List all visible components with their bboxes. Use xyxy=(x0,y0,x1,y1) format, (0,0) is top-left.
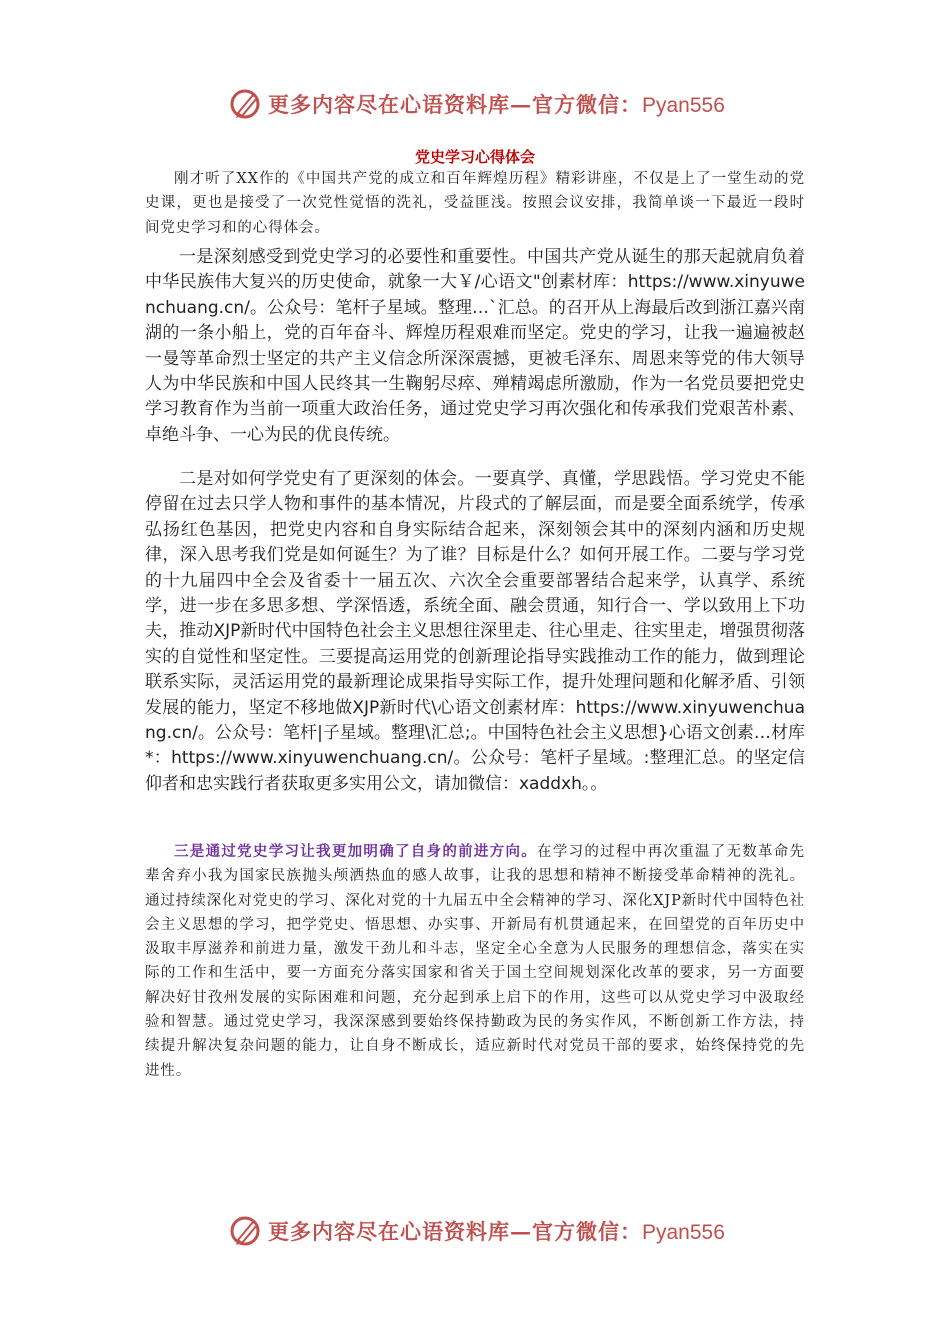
pen-logo-icon xyxy=(228,86,264,122)
pen-logo-icon xyxy=(228,1213,264,1249)
banner-text: 更多内容尽在心语资料库—官方微信：Pyan556 xyxy=(268,92,725,117)
document-title: 党史学习心得体会 xyxy=(414,148,535,166)
banner-text: 更多内容尽在心语资料库—官方微信：Pyan556 xyxy=(268,1219,725,1244)
header-banner xyxy=(228,84,725,124)
paragraph-third-point xyxy=(145,840,805,1083)
wechat-id: Pyan556 xyxy=(642,94,725,117)
third-point-heading: 三是通过党史学习让我更加明确了自身的前进方向。 xyxy=(174,843,538,860)
wechat-id: Pyan556 xyxy=(642,1221,725,1244)
paragraph-first-point: 一是深刻感受到党史学习的必要性和重要性。中国共产党从诞生的那天起就肩负着中华民族伟大复兴的历史使命，就象一大￥/心语文"创素材库：https://www.xinyuwenchuang.cn/。公众号：笔杆子星域。整理…`汇总。的召开从上海最后改到浙江嘉兴南湖的一条小船上，党的百年奋斗、辉煌历程艰难而坚定。党史的学习，让我一遍遍被赵一曼等革命烈士坚定的共产主义信念所深深震撼，更被毛泽东、周恩来等党的伟大领导人为中华民族和中国人民终其一生鞠躬尽瘁、殚精竭虑所激励，作为一名党员要把党史学习教育作为当前一项重大政治任务，通过党史学习再次强化和传承我们党艰苦朴素、卓绝斗争、一心为民的优良传统。 xyxy=(145,247,805,445)
paragraph-second-point: 二是对如何学党史有了更深刻的体会。一要真学、真懂，学思践悟。学习党史不能停留在过去只学人物和事件的基本情况，片段式的了解层面，而是要全面系统学，传承弘扬红色基因，把党史内容和自身实际结合起来，深刻领会其中的深刻内涵和历史规律，深入思考我们党是如何诞生？为了谁？目标是什么？如何开展工作。二要与学习党的十九届四中全会及省委十一届五次、六次全会重要部署结合起来学，认真学、系统学，进一步在多思多想、学深悟透，系统全面、融会贯通，知行合一、学以致用上下功夫，推动XJP新时代中国特色社会主义思想往深里走、往心里走、往实里走，增强贯彻落实的自觉性和坚定性。三要提高运用党的创新理论指导实践推动工作的能力，做到理论联系实际，灵活运用党的最新理论成果指导实际工作，提升处理问题和化解矛盾、引领发展的能力，坚定不移地做XJP新时代\心语文创素材库：https://www.xinyuwenchuang.cn/。公众号：笔杆|子星域。整理\汇总;。中国特色社会主义思想}心语文创素…材库*：https://www.xinyuwenchuang.cn/。公众号：笔杆子星域。:整理汇总。的坚定信仰者和忠实践行者获取更多实用公文，请加微信：xaddxh。。 xyxy=(145,469,805,794)
paragraph-intro: 刚才听了XX作的《中国共产党的成立和百年辉煌历程》精彩讲座，不仅是上了一堂生动的党史课，更也是接受了一次党性觉悟的洗礼，受益匪浅。按照会议安排，我简单谈一下最近一段时间党史学习和的心得体会。 xyxy=(145,171,805,236)
footer-banner xyxy=(228,1211,725,1251)
third-point-body: 在学习的过程中再次重温了无数革命先辈舍弃小我为国家民族抛头颅洒热血的感人故事，让我的思想和精神不断接受革命精神的洗礼。通过持续深化对党史的学习、深化对党的十九届五中全会精神的学习、深化XJP新时代中国特色社会主义思想的学习，把学党史、悟思想、办实事、开新局有机贯通起来，在回望党的百年历史中汲取丰厚滋养和前进力量，激发干劲儿和斗志，坚定全心全意为人民服务的理想信念，落实在实际的工作和生活中，要一方面充分落实国家和省关于国土空间规划深化改革的要求，另一方面要解决好甘孜州发展的实际困难和问题，充分起到承上启下的作用，这些可以从党史学习中汲取经验和智慧。通过党史学习，我深深感到要始终保持勤政为民的务实作风，不断创新工作方法，持续提升解决复杂问题的能力，让自身不断成长，适应新时代对党员干部的要求，始终保持党的先进性。 xyxy=(145,844,805,1079)
